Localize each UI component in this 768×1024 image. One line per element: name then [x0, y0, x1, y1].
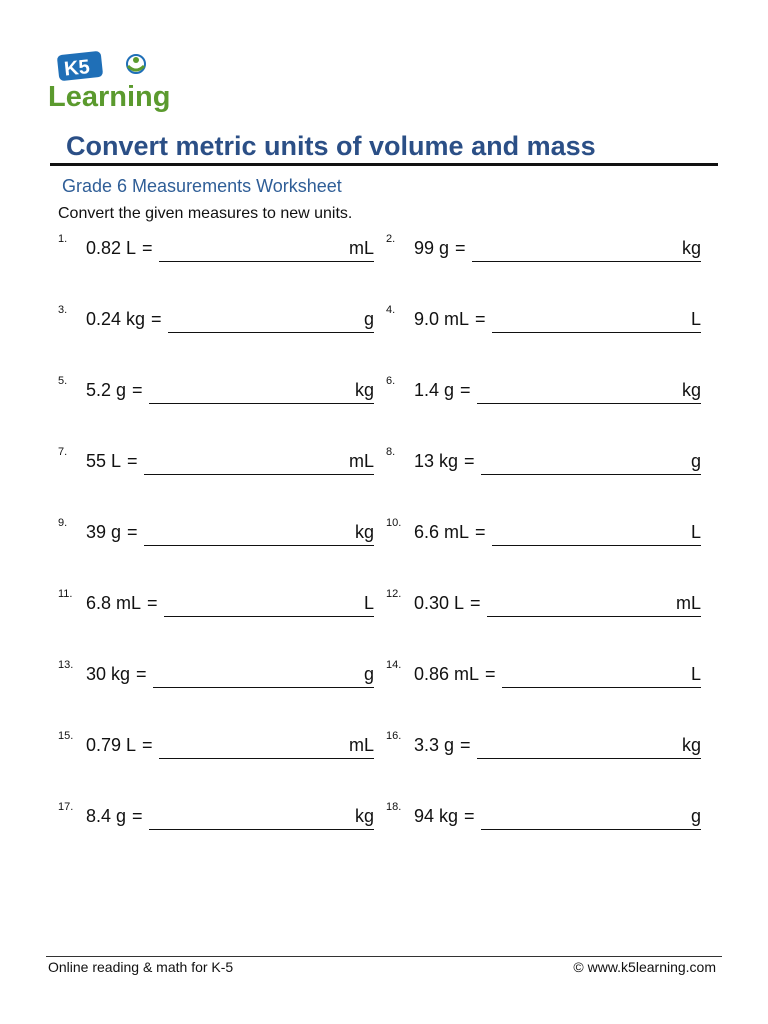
- problem-number: 13.: [58, 659, 74, 671]
- k5-learning-logo: [46, 50, 186, 112]
- problem-13: [58, 654, 374, 688]
- problem-number: 8.: [386, 446, 396, 458]
- problem-row: [58, 654, 708, 725]
- equals-sign: =: [132, 806, 143, 826]
- problem-3: [58, 299, 374, 333]
- problem-row: [58, 796, 708, 867]
- problem-number: 18.: [386, 801, 402, 813]
- answer-blank[interactable]: [149, 373, 374, 404]
- logo-learning-text: Learning: [48, 81, 171, 112]
- problem-number: 3.: [58, 304, 68, 316]
- problem-18: [386, 796, 701, 830]
- target-unit: g: [363, 664, 374, 684]
- answer-blank[interactable]: [481, 444, 701, 475]
- problems-grid: [58, 228, 708, 867]
- problem-1: [58, 228, 374, 262]
- target-unit: g: [690, 451, 701, 471]
- problem-row: [58, 441, 708, 512]
- page-title: Convert metric units of volume and mass: [66, 131, 596, 161]
- problem-quantity: 5.2 g: [86, 380, 127, 400]
- problem-quantity: 13 kg: [414, 451, 459, 471]
- worksheet-subtitle: Grade 6 Measurements Worksheet: [62, 176, 342, 196]
- problem-12: [386, 583, 701, 617]
- target-unit: mL: [348, 451, 374, 471]
- target-unit: mL: [348, 735, 374, 755]
- target-unit: kg: [354, 380, 374, 400]
- problem-quantity: 0.24 kg: [86, 309, 146, 329]
- problem-10: [386, 512, 701, 546]
- equals-sign: =: [464, 806, 475, 826]
- problem-11: [58, 583, 374, 617]
- problem-8: [386, 441, 701, 475]
- problem-quantity: 3.3 g: [414, 735, 455, 755]
- problem-17: [58, 796, 374, 830]
- answer-blank[interactable]: [153, 657, 374, 688]
- equals-sign: =: [485, 664, 496, 684]
- problem-quantity: 30 kg: [86, 664, 131, 684]
- problem-quantity: 9.0 mL: [414, 309, 470, 329]
- problem-quantity: 1.4 g: [414, 380, 455, 400]
- problem-15: [58, 725, 374, 759]
- equals-sign: =: [464, 451, 475, 471]
- answer-blank[interactable]: [477, 728, 701, 759]
- problem-quantity: 0.82 L: [86, 238, 137, 258]
- target-unit: g: [363, 309, 374, 329]
- equals-sign: =: [460, 380, 471, 400]
- answer-blank[interactable]: [149, 799, 374, 830]
- answer-blank[interactable]: [168, 302, 374, 333]
- answer-blank[interactable]: [164, 586, 374, 617]
- equals-sign: =: [127, 522, 138, 542]
- problem-number: 6.: [386, 375, 396, 387]
- equals-sign: =: [136, 664, 147, 684]
- problem-number: 14.: [386, 659, 402, 671]
- problem-4: [386, 299, 701, 333]
- target-unit: kg: [681, 238, 701, 258]
- instructions-text: Convert the given measures to new units.: [58, 205, 353, 222]
- target-unit: mL: [348, 238, 374, 258]
- problem-number: 11.: [58, 588, 73, 600]
- problem-row: [58, 583, 708, 654]
- problem-9: [58, 512, 374, 546]
- target-unit: L: [690, 522, 701, 542]
- title-underline: [50, 163, 718, 166]
- problem-number: 4.: [386, 304, 396, 316]
- target-unit: mL: [675, 593, 701, 613]
- footer-website[interactable]: © www.k5learning.com: [573, 959, 716, 975]
- equals-sign: =: [455, 238, 466, 258]
- problem-row: [58, 370, 708, 441]
- problem-14: [386, 654, 701, 688]
- target-unit: kg: [354, 522, 374, 542]
- answer-blank[interactable]: [144, 444, 374, 475]
- problem-quantity: 6.8 mL: [86, 593, 142, 613]
- problem-row: [58, 228, 708, 299]
- equals-sign: =: [460, 735, 471, 755]
- problem-6: [386, 370, 701, 404]
- logo-k5-text: K5: [63, 56, 91, 81]
- equals-sign: =: [151, 309, 162, 329]
- equals-sign: =: [470, 593, 481, 613]
- answer-blank[interactable]: [492, 515, 701, 546]
- problem-7: [58, 441, 374, 475]
- problem-quantity: 55 L: [86, 451, 122, 471]
- answer-blank[interactable]: [481, 799, 701, 830]
- equals-sign: =: [475, 309, 486, 329]
- target-unit: kg: [681, 735, 701, 755]
- problem-row: [58, 512, 708, 583]
- footer-tagline: Online reading & math for K-5: [48, 959, 234, 975]
- target-unit: L: [690, 309, 701, 329]
- answer-blank[interactable]: [159, 231, 374, 262]
- problem-quantity: 0.30 L: [414, 593, 465, 613]
- answer-blank[interactable]: [144, 515, 374, 546]
- equals-sign: =: [142, 735, 153, 755]
- problem-quantity: 8.4 g: [86, 806, 127, 826]
- problem-number: 16.: [386, 730, 402, 742]
- problem-quantity: 0.86 mL: [414, 664, 480, 684]
- target-unit: g: [690, 806, 701, 826]
- problem-16: [386, 725, 701, 759]
- target-unit: L: [690, 664, 701, 684]
- equals-sign: =: [147, 593, 158, 613]
- problem-number: 5.: [58, 375, 68, 387]
- problem-quantity: 94 kg: [414, 806, 459, 826]
- problem-5: [58, 370, 374, 404]
- problem-number: 2.: [386, 233, 396, 245]
- answer-blank[interactable]: [477, 373, 701, 404]
- problem-quantity: 0.79 L: [86, 735, 137, 755]
- problem-number: 1.: [58, 233, 68, 245]
- answer-blank[interactable]: [502, 657, 701, 688]
- answer-blank[interactable]: [492, 302, 701, 333]
- target-unit: L: [363, 593, 374, 613]
- problem-quantity: 39 g: [86, 522, 122, 542]
- problem-row: [58, 725, 708, 796]
- problem-number: 10.: [386, 517, 402, 529]
- equals-sign: =: [132, 380, 143, 400]
- problem-quantity: 99 g: [414, 238, 450, 258]
- problem-quantity: 6.6 mL: [414, 522, 470, 542]
- answer-blank[interactable]: [487, 586, 701, 617]
- problem-number: 17.: [58, 801, 74, 813]
- answer-blank[interactable]: [159, 728, 374, 759]
- problem-row: [58, 299, 708, 370]
- target-unit: kg: [354, 806, 374, 826]
- footer-divider: [46, 956, 722, 957]
- equals-sign: =: [475, 522, 486, 542]
- target-unit: kg: [681, 380, 701, 400]
- problem-number: 12.: [386, 588, 402, 600]
- equals-sign: =: [127, 451, 138, 471]
- equals-sign: =: [142, 238, 153, 258]
- problem-number: 9.: [58, 517, 68, 529]
- problem-2: [386, 228, 701, 262]
- problem-number: 15.: [58, 730, 74, 742]
- answer-blank[interactable]: [472, 231, 701, 262]
- problem-number: 7.: [58, 446, 68, 458]
